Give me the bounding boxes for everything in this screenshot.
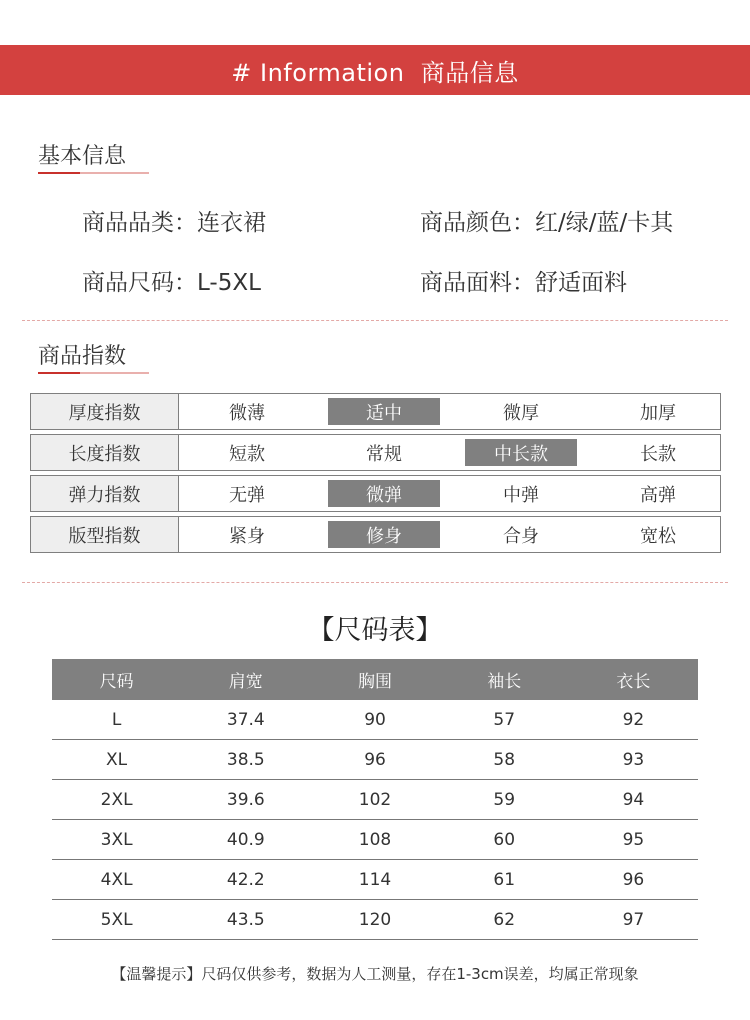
size-header-cell: 袖长 xyxy=(487,672,522,692)
table-cell: 5XL xyxy=(100,909,133,930)
info-category xyxy=(82,204,266,237)
table-row xyxy=(52,820,698,860)
table-cell: 114 xyxy=(358,869,392,890)
table-cell: 42.2 xyxy=(226,869,265,890)
index-row-label: 版型指数 xyxy=(31,517,179,552)
size-chart-body xyxy=(52,700,698,940)
index-row xyxy=(30,516,721,553)
table-cell: L xyxy=(111,709,122,730)
info-category-value: 连衣裙 xyxy=(197,210,266,236)
index-option: 紧身 xyxy=(229,525,265,547)
index-heading: 商品指数 xyxy=(38,344,127,369)
index-option: 中弹 xyxy=(503,484,539,506)
table-row xyxy=(52,900,698,940)
size-chart-title: 【尺码表】 xyxy=(307,615,443,646)
table-cell: 62 xyxy=(493,909,516,930)
table-cell: 90 xyxy=(364,709,386,730)
info-size-value: L-5XL xyxy=(197,270,261,296)
section-divider xyxy=(22,320,728,321)
table-row xyxy=(52,700,698,740)
table-cell: 93 xyxy=(622,749,645,770)
table-cell: 58 xyxy=(493,749,516,770)
index-option-selected: 适中 xyxy=(328,398,440,425)
size-header-cell: 衣长 xyxy=(616,672,651,692)
info-category-label: 商品品类： xyxy=(82,210,197,236)
table-cell: 57 xyxy=(493,709,516,730)
index-option: 短款 xyxy=(229,443,265,465)
index-row-options xyxy=(179,435,720,470)
index-option: 加厚 xyxy=(640,402,676,424)
index-option: 无弹 xyxy=(229,484,265,506)
index-underline xyxy=(38,372,149,374)
table-cell: 39.6 xyxy=(226,789,265,810)
index-option: 高弹 xyxy=(640,484,676,506)
info-fabric-label: 商品面料： xyxy=(420,270,535,296)
table-cell: 61 xyxy=(493,869,516,890)
index-row-label: 厚度指数 xyxy=(31,394,179,429)
index-row-options xyxy=(179,394,720,429)
size-header-cell: 胸围 xyxy=(358,672,392,692)
table-cell: 59 xyxy=(493,789,516,810)
table-cell: 95 xyxy=(622,829,645,850)
table-row xyxy=(52,740,698,780)
index-row-label: 弹力指数 xyxy=(31,476,179,511)
section-divider xyxy=(22,582,728,583)
basic-info-underline xyxy=(38,172,149,174)
warm-tip: 【温馨提示】尺码仅供参考，数据为人工测量，存在1-3cm误差，均属正常现象 xyxy=(111,965,639,983)
table-row xyxy=(52,860,698,900)
index-option-selected: 微弹 xyxy=(328,480,440,507)
table-cell: 92 xyxy=(622,709,645,730)
size-header-cell: 尺码 xyxy=(99,672,134,692)
info-size xyxy=(82,264,261,297)
table-cell: 38.5 xyxy=(226,749,265,770)
table-cell: 43.5 xyxy=(226,909,265,930)
index-option-selected: 修身 xyxy=(328,521,440,548)
index-option: 宽松 xyxy=(640,525,676,547)
index-row-label: 长度指数 xyxy=(31,435,179,470)
table-row xyxy=(52,780,698,820)
table-cell: 94 xyxy=(622,789,645,810)
info-fabric xyxy=(420,264,627,297)
table-cell: 40.9 xyxy=(226,829,265,850)
table-cell: 37.4 xyxy=(226,709,265,730)
table-cell: 96 xyxy=(364,749,386,770)
table-cell: 102 xyxy=(358,789,392,810)
info-fabric-value: 舒适面料 xyxy=(535,270,627,296)
size-chart-header xyxy=(52,659,698,700)
index-option: 长款 xyxy=(640,443,676,465)
table-cell: 108 xyxy=(358,829,392,850)
table-cell: 4XL xyxy=(100,869,133,890)
table-cell: XL xyxy=(106,749,128,770)
table-cell: 97 xyxy=(622,909,645,930)
size-chart-table xyxy=(52,659,698,940)
index-row xyxy=(30,434,721,471)
index-option: 合身 xyxy=(503,525,539,547)
size-header-cell: 肩宽 xyxy=(228,672,263,692)
info-size-label: 商品尺码： xyxy=(82,270,197,296)
table-cell: 120 xyxy=(358,909,392,930)
basic-info-heading: 基本信息 xyxy=(38,144,127,169)
table-cell: 2XL xyxy=(100,789,133,810)
table-cell: 3XL xyxy=(100,829,133,850)
index-row-options xyxy=(179,476,720,511)
banner-title: # Information 商品信息 xyxy=(231,58,519,87)
info-color-value: 红/绿/蓝/卡其 xyxy=(535,210,674,236)
table-cell: 96 xyxy=(622,869,645,890)
info-color-label: 商品颜色： xyxy=(420,210,535,236)
info-color xyxy=(420,204,673,237)
index-row xyxy=(30,475,721,512)
index-row xyxy=(30,393,721,430)
index-option: 微厚 xyxy=(503,402,539,424)
index-option: 常规 xyxy=(366,443,402,465)
info-banner xyxy=(0,45,750,95)
index-row-options xyxy=(179,517,720,552)
index-option-selected: 中长款 xyxy=(465,439,577,466)
index-option: 微薄 xyxy=(229,402,265,424)
table-cell: 60 xyxy=(493,829,516,850)
